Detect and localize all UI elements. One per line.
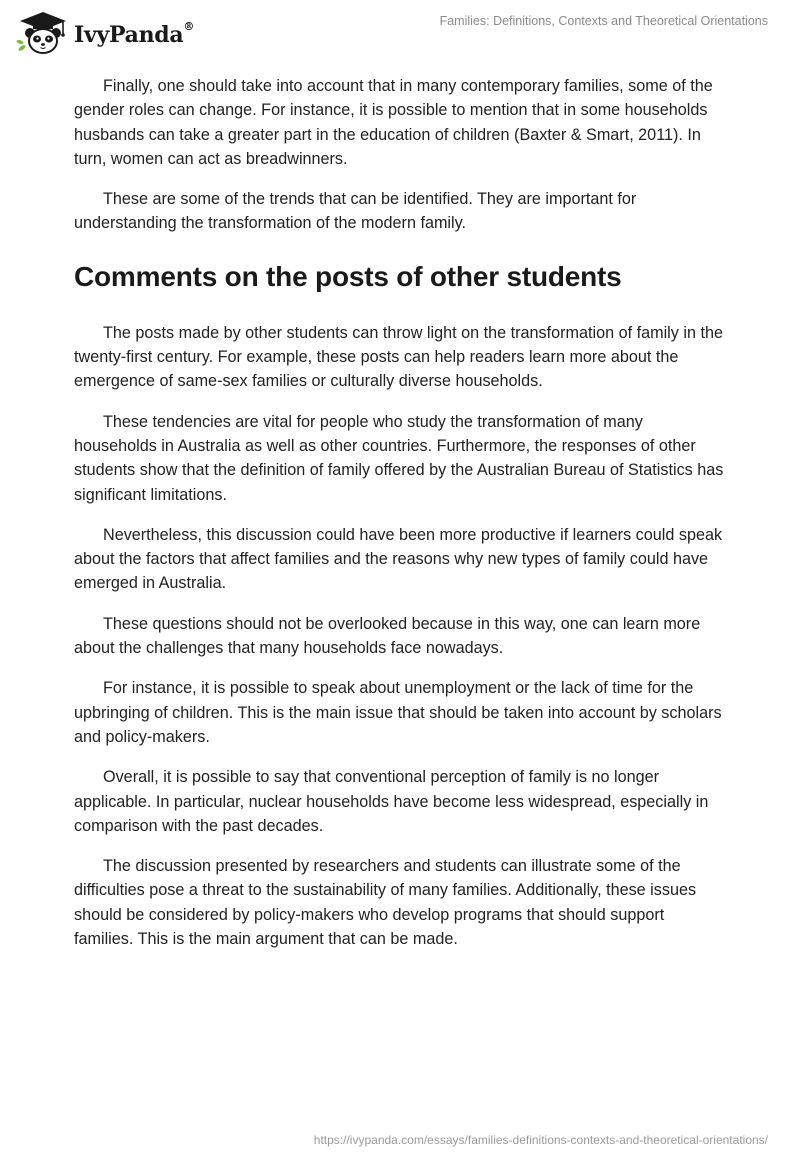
document-title: Families: Definitions, Contexts and Theoretical Orientations — [439, 14, 768, 28]
panda-graduate-icon — [14, 10, 72, 56]
essay-body — [74, 74, 724, 967]
source-url[interactable]: https://ivypanda.com/essays/families-definitions-contexts-and-theoretical-orientations/ — [313, 1133, 768, 1147]
paragraph: The discussion presented by researchers and students can illustrate some of the difficulties pose a threat to the sustainability of many families. Additionally, these issues should be considered by policy-makers who develop programs that should support families. This is the main argument that can be made. — [74, 857, 697, 949]
paragraph: These are some of the trends that can be identified. They are important for understanding the transformation of the modern family. — [74, 190, 637, 233]
paragraph: Finally, one should take into account that in many contemporary families, some of the gender roles can change. For instance, it is possible to mention that in some households husbands can take a greater part in the education of children (Baxter & Smart, 2011). In turn, women can act as breadwinners. — [74, 77, 713, 168]
page-header — [0, 0, 800, 60]
paragraph: The posts made by other students can throw light on the transformation of family in the twenty-first century. For example, these posts can help readers learn more about the emergence of same-sex families or culturally diverse households. — [74, 323, 723, 391]
paragraph: These questions should not be overlooked because in this way, one can learn more about the challenges that many households face nowadays. — [74, 614, 701, 658]
paragraph: These tendencies are vital for people who study the transformation of many households in Australia as well as other countries. Furthermore, the responses of other students show that the definition of family offered by the Australian Bureau of Statistics has significant limitations. — [74, 412, 724, 504]
brand-name: IvyPanda® — [74, 20, 195, 48]
paragraph: Nevertheless, this discussion could have been more productive if learners could speak about the factors that affect families and the reasons why new types of family could have emerged in Australia. — [74, 525, 723, 593]
paragraph: Overall, it is possible to say that conventional perception of family is no longer applicable. In particular, nuclear households have become less widespread, especially in comparison with the past decades. — [74, 768, 709, 835]
ivypanda-logo[interactable] — [14, 10, 194, 56]
paragraph: For instance, it is possible to speak about unemployment or the lack of time for the upbringing of children. This is the main issue that should be taken into account by scholars and policy-makers. — [74, 679, 722, 746]
section-heading: Comments on the posts of other students — [74, 260, 622, 292]
